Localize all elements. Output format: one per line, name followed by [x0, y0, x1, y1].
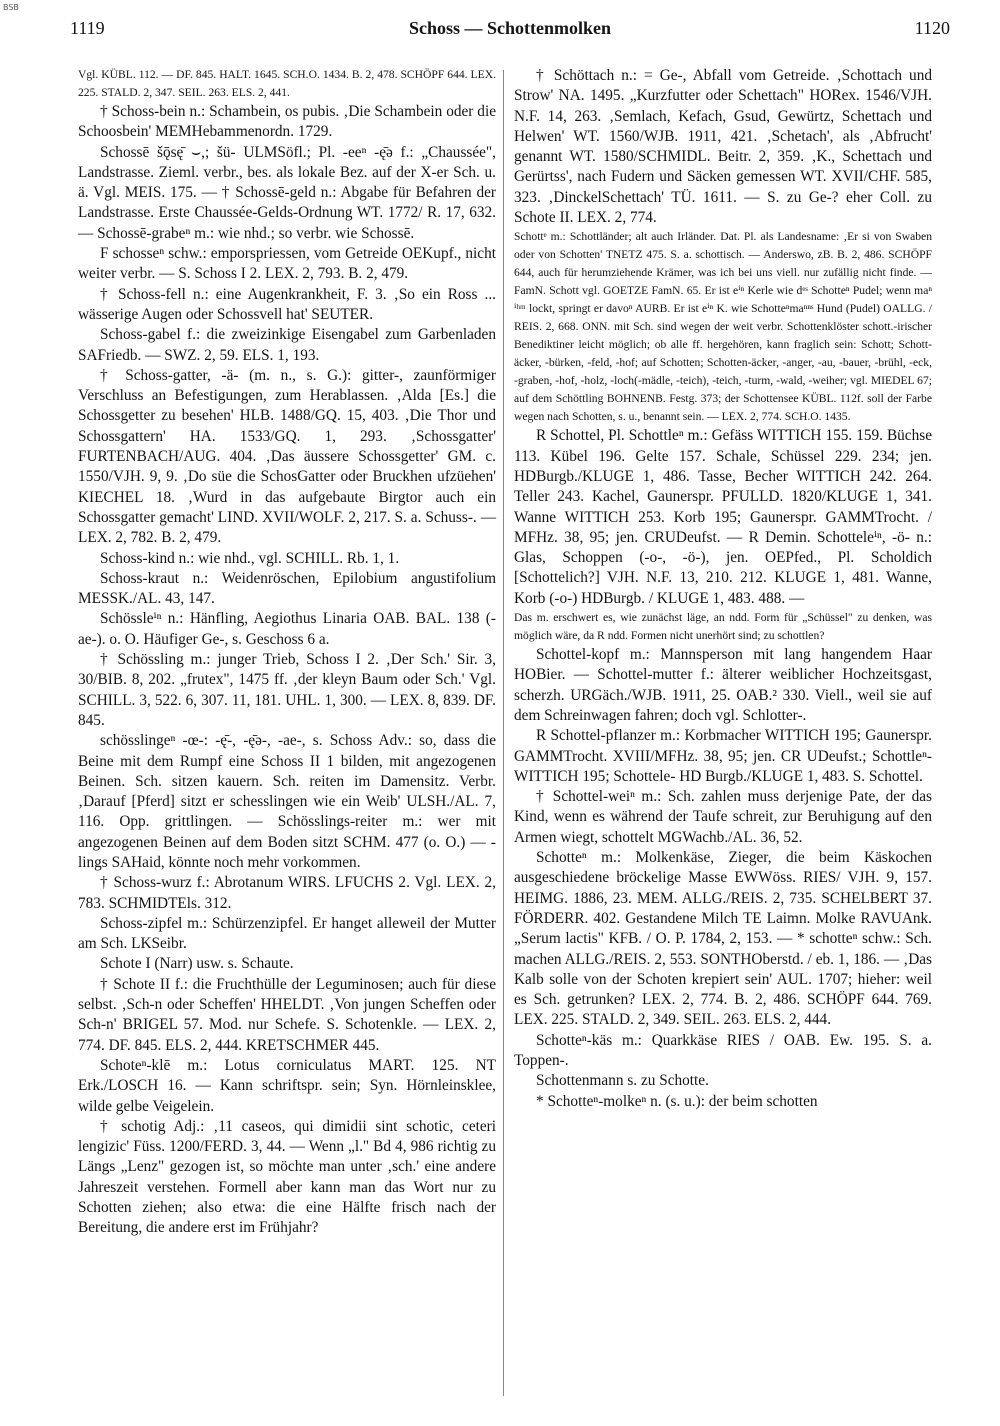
dictionary-entry: R Schottel, Pl. Schottleⁿ m.: Gefäss WITTICH 155. 159. Büchse 113. Kübel 196. Gelte 157. Schale, Schüssel 229. 234; jen. HDBurgb./KLUGE 1, 486. Tasse, Becher WITTICH 242. 264. Teller 243. Kachel, Gaunerspr. PFULLD. 1820/KLUGE 1, 341. Wanne WITTICH 253. Korb 195; Gaunerspr. GAMMTrocht. / MFHz. 38, 95; jen. CRUDeufst. — R Demin. Schotteleⁱⁿ, -ö- n.: Glas, Schoppen (-o-, -ö-), jen. OEPfed., Pl. Scholdich [Schottelich?] VJH. N.F. 13, 210. 212. KLUGE 1, 481. Wanne, Korb (-o-) HDBurgb. / KLUGE 1, 483. 488. —	[514, 427, 932, 607]
dictionary-entry: Schottel-kopf m.: Mannsperson mit lang hangendem Haar HOBier. — Schottel-mutter f.: älterer weiblicher Hochzeitsgast, scherzh. URGäch./WJB. 1911, 25. OAB.² 330. Viell., weil sie auf dem Schreinwagen fahren; doch vgl. Schlotter-.	[514, 646, 932, 724]
dictionary-entry: † Schote II f.: die Fruchthülle der Leguminosen; auch für diese selbst. ‚Sch-n oder Scheffen' HHELDT. ‚Von jungen Scheffen oder Sch-n' BRIGEL 57. Mod. nur Schefe. S. Schotenkle. — LEX. 2, 774. DF. 845. ELS. 2, 444. KRETSCHMER 445.	[78, 975, 496, 1054]
right-column	[514, 66, 932, 1112]
dictionary-entry: Schotteⁿ m.: Molkenkäse, Zieger, die beim Käskochen ausgeschiedene bröckelige Masse EWWöss. RIES/ VJH. 9, 157. HEIMG. 1886, 23. MEM. ALLG./REIS. 2, 735. SCHELBERT 37. FÖRDERR. 402. Gestandene Milch TE Laimn. Molke RAVUAnk. „Serum lactis" KFB. / O. P. 1784, 2, 153. — * schotteⁿ schw.: Sch. machen ALLG./REIS. 2, 553. SONTHOberstd. / eb. 1, 186. — ‚Das Kalb solle von der Schoten krepiert sein' AUL. 1707; hieher: weil es Sch. getrunken? LEX. 2, 774. B. 2, 486. SCHÖPF 644. 769. LEX. 225. STALD. 2, 349. SEIL. 263. ELS. 2, 444.	[514, 849, 932, 1029]
dictionary-entry: Schoteⁿ-klē m.: Lotus corniculatus MART. 125. NT Erk./LOSCH 16. — Kann schriftspr. sein; Syn. Hörnleinsklee, wilde gelbe Veigelein.	[78, 1056, 496, 1115]
dictionary-entry: Schoss-zipfel m.: Schürzenzipfel. Er hanget alleweil der Mutter am Sch. LKSeibr.	[78, 914, 496, 953]
dictionary-entry: schösslingeⁿ -œ-: -ę̄-, -ę̄ə-, -ae-, s. Schoss Adv.: so, dass die Beine mit dem Rumpf eine Schoss II 1 bilden, mit angezogenen Beinen. Sch. sitzen kauern. Sch. reiten im Damensitz. Verbr. ‚Darauf [Pferd] sitzt er schesslingen wie ein Weib' ULSH./AL. 7, 116. Opp. grittlingen. — Schösslings-reiter m.: wer mit angezogenen Beinen auf dem Boden sitzt SCHM. 477 (o. O.) — -lings SAHaid, könnte noch mehr vorkommen.	[78, 732, 496, 871]
dictionary-entry: Schossē šǭsę̄ ⌣,; šü- ULMSöfl.; Pl. -eeⁿ -ę̄ə f.: „Chaussée", Landstrasse. Zieml. verbr., bes. als lokale Bez. auf der X-er Sch. u. ä. Vgl. MEIS. 175. — † Schossē-geld n.: Abgabe für Befahren der Landstrasse. Erste Chaussée-Gelds-Ordnung WT. 1772/ R. 17, 632. — Schossē-grabeⁿ m.: wie nhd.; so verbr. wie Schossē.	[78, 143, 496, 242]
dictionary-entry: † Schoss-bein n.: Schambein, os pubis. ‚Die Schambein oder die Schoosbein' MEMHebammenordn. 1729.	[78, 103, 496, 141]
dictionary-entry: † Schoss-fell n.: eine Augenkrankheit, F. 3. ‚So ein Ross ... wässerige Augen oder Schossvell hat' SEUTER.	[78, 285, 496, 323]
dictionary-entry: † Schössling m.: junger Trieb, Schoss I 2. ‚Der Sch.' Sir. 3, 30/BIB. 8, 202. „frutex", 1475 ff. ‚der kleyn Baum oder Sch.' Vgl. SCHILL. 3, 522. 6, 307. 11, 181. UHL. 1, 300. — LEX. 8, 839. DF. 845.	[78, 651, 496, 729]
dictionary-entry: Schote I (Narr) usw. s. Schaute.	[100, 955, 294, 973]
dictionary-entry: Schoss-kraut n.: Weidenröschen, Epilobium angustifolium MESSK./AL. 43, 147.	[78, 569, 496, 608]
dictionary-entry: Schottenmann s. zu Schotte.	[536, 1072, 709, 1090]
dictionary-entry: R Schottel-pflanzer m.: Korbmacher WITTICH 195; Gaunerspr. GAMMTrocht. XVIII/MFHz. 38, 95; jen. CR UDeufst.; Schottleⁿ- WITTICH 195; Schottele- HD Burgb./KLUGE 1, 483. S. Schottel.	[514, 727, 932, 785]
dictionary-entry: Schoss-gabel f.: die zweizinkige Eisengabel zum Garbenladen SAFriedb. — SWZ. 2, 59. ELS. 1, 193.	[78, 326, 496, 364]
running-title: Schoss — Schottenmolken	[408, 18, 612, 38]
dictionary-entry: Schössleⁱⁿ n.: Hänfling, Aegiothus Linaria OAB. BAL. 138 (-ae-). o. O. Häufiger Ge-, s. Geschoss 6 a.	[78, 610, 496, 648]
page-header	[70, 18, 950, 44]
library-stamp: BSB	[3, 3, 19, 12]
page-number-right: 1120	[914, 18, 950, 38]
dictionary-entry: † Schottel-weiⁿ m.: Sch. zahlen muss derjenige Pate, der das Kind, wenn es während der Taufe schreit, zur Beruhigung auf den Armen wiegt, schottelt MGWachb./AL. 36, 52.	[514, 788, 932, 846]
dictionary-entry: F schosseⁿ schw.: emporspriessen, vom Getreide OEKupf., nicht weiter verbr. — S. Schoss I 2. LEX. 2, 793. B. 2, 479.	[78, 245, 496, 283]
dictionary-entry: Schoss-kind n.: wie nhd., vgl. SCHILL. Rb. 1, 1.	[100, 549, 400, 567]
left-column	[78, 66, 496, 1239]
dictionary-entry: † schotig Adj.: ‚11 caseos, qui dimidii sint schotic, ceteri lengizic' Füss. 1200/FERD. 3, 44. — Wenn „l." Bd 4, 986 richtig zu Längs „Lenz" gezogen ist, so möchte man unter ‚sch.' eine andere Jahreszeit verstehen. Formell aber kann man das Wort nur zu Schotten ziehen; also etwa: die eine Hälfte frisch nach der Bereitung, die andere erst im Frühjahr?	[78, 1117, 496, 1237]
dictionary-entry: Das m. erschwert es, wie zunächst läge, an ndd. Form für „Schüssel" zu denken, was möglich wäre, da R ndd. Formen nicht unerhört sind; zu schottlen?	[514, 611, 932, 643]
dictionary-entry: † Schöttach n.: = Ge-, Abfall vom Getreide. ‚Schottach und Strow' NA. 1495. „Kurzfutter oder Schettach" HORex. 1546/VJH. N.F. 14, 263. ‚Semlach, Kefach, Gsud, Gewürtz, Schettach und Helwen' WT. 1560/WJB. 1911, 421. ‚Schetach', als ‚Abfrucht' genannt WT. 1580/SCHMIDL. Beitr. 2, 359. ‚K., Schettach und Gerürtss', nach Fudern und Säcken gemessen WT. XVII/CHF. 585, 323. ‚DinckelSchettach' TÜ. 1611. — S. zu Ge-? eher Coll. zu Schote II. LEX. 2, 774.	[514, 67, 932, 227]
dictionary-entry: * Schotteⁿ-molkeⁿ n. (s. u.): der beim schotten	[536, 1092, 818, 1110]
page-number-left: 1119	[70, 18, 105, 38]
dictionary-entry: Schotteⁿ-käs m.: Quarkkäse RIES / OAB. Ew. 195. S. a. Toppen-.	[514, 1031, 932, 1069]
dictionary-entry: † Schoss-gatter, -ä- (m. n., s. G.): gitter-, zaunförmiger Verschluss an Befestigungen, zum Herablassen. ‚Alda [Es.] die Schossgetter zu besehen' HLB. 1488/GQ. 15, 403. ‚Die Thor und Schossgattern' HA. 1533/GQ. 1, 293. ‚Schossgatter' FURTENBACH/AUG. 404. ‚Das äussere Schossgetter' GM. c. 1550/VJH. 9, 9. ‚Do süe die SchosGatter oder Bruckhen ufzüehen' KIECHEL 18. ‚Wurd in das aufgebaute Birgtor auch ein Schossgatter gemacht' LIND. XVII/WOLF. 2, 217. S. a. Schuss-. — LEX. 2, 782. B. 2, 479.	[78, 366, 496, 547]
dictionary-entry: † Schoss-wurz f.: Abrotanum WIRS. LFUCHS 2. Vgl. LEX. 2, 783. SCHMIDTEls. 312.	[78, 874, 496, 912]
dictionary-entry: Schottᵉ m.: Schottländer; alt auch Irländer. Dat. Pl. als Landesname: ‚Er si von Swaben oder von Schotten' TNETZ 475. S. a. schottisch. — Anderswo, zB. B. 2, 486. SCHÖPF 644, auch für herumziehende Krämer, was ich bei uns viell. nur zufällig nicht finde. — FamN. Schott vgl. GOETZE FamN. 65. Er ist eⁱⁿ Kerle wie dᵉˢ Schotteⁿ Pudel; wenn maⁿ ⁱʰᵐ lockt, springt er davoⁿ AURB. Er ist eⁱⁿ K. wie Schotteⁿmaⁿⁿˢ Hund (Pudel) OALLG. / REIS. 2, 668. ONN. mit Sch. sind wegen der weit verbr. Schottenklöster schott.-irischer Benediktiner leicht möglich; ob alle ff. hergehören, kann fraglich sein: Schott; Schott-äcker, -bürken, -feld, -hof; auf Schotten; Schotten-äcker, -anger, -au, -bauer, -brühl, -eck, -graben, -hof, -holz, -loch(-mädle, -teich), -teich, -turm, -wald, -weiher; vgl. MIEDEL 67; auf dem Schöttling BOHNENB. Festg. 373; der Schottensee KÜBL. 112f. soll der Farbe wegen nach Schotten, s. u., benannt sein. — LEX. 2, 774. SCH.O. 1435.	[514, 230, 932, 424]
dictionary-entry: Vgl. KÜBL. 112. — DF. 845. HALT. 1645. SCH.O. 1434. B. 2, 478. SCHÖPF 644. LEX. 225. STALD. 2, 347. SEIL. 263. ELS. 2, 441.	[78, 68, 496, 99]
column-divider	[503, 70, 504, 1396]
